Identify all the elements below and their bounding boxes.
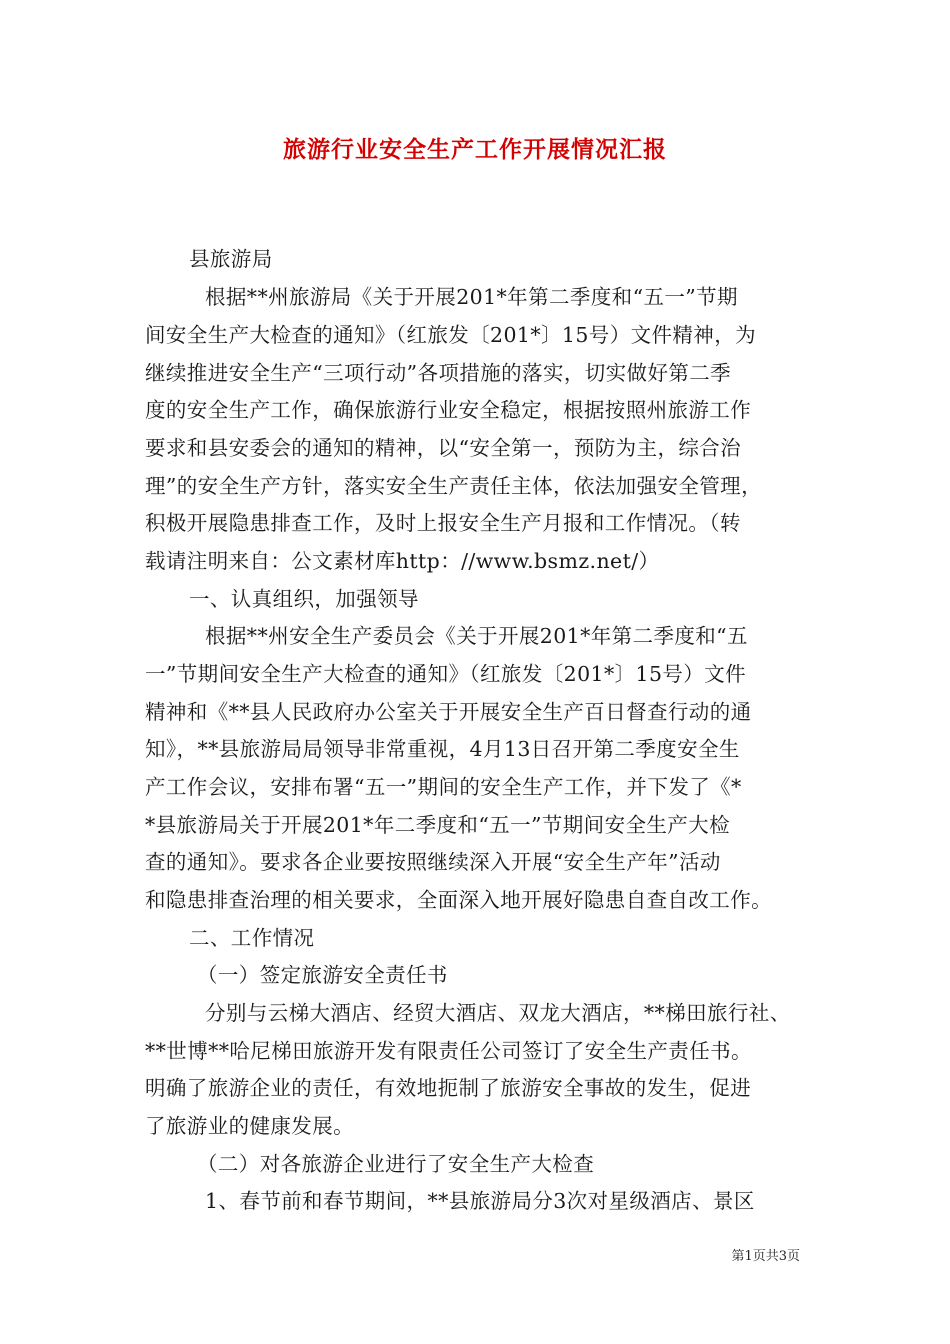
body-line: 要求和县安委会的通知的精神，以“安全第一，预防为主，综合治 [145,436,742,460]
body-line: 理”的安全生产方针，落实安全生产责任主体，依法加强安全管理， [145,474,762,498]
body-line: **世博**哈尼梯田旅游开发有限责任公司签订了安全生产责任书。 [145,1039,752,1063]
body-line: 根据**州安全生产委员会《关于开展201*年第二季度和“五 [205,624,748,648]
body-line: *县旅游局关于开展201*年二季度和“五一”节期间安全生产大检 [145,813,730,837]
section-heading: 一、认真组织，加强领导 [189,587,419,611]
body-line: 间安全生产大检查的通知》（红旅发〔201*〕15号）文件精神，为 [145,323,757,347]
section-heading: 二、工作情况 [189,926,315,950]
body-line: 积极开展隐患排查工作，及时上报安全生产月报和工作情况。（转 [145,511,741,535]
page-number: 第1页共3页 [731,1249,800,1264]
document-title: 旅游行业安全生产工作开展情况汇报 [283,136,667,163]
body-line: 和隐患排查治理的相关要求，全面深入地开展好隐患自查自改工作。 [145,888,772,912]
body-line: 知》，**县旅游局局领导非常重视，4月13日召开第二季度安全生 [145,737,740,761]
subsection-heading: （二）对各旅游企业进行了安全生产大检查 [197,1152,595,1176]
body-line: 载请注明来自：公文素材库http：//www.bsmz.net/） [145,549,660,573]
body-line: 了旅游业的健康发展。 [145,1114,354,1138]
body-line: 产工作会议，安排布署“五一”期间的安全生产工作，并下发了《* [145,775,742,799]
body-line: 根据**州旅游局《关于开展201*年第二季度和“五一”节期 [205,285,738,309]
body-line: 分别与云梯大酒店、经贸大酒店、双龙大酒店，**梯田旅行社、 [205,1001,791,1025]
body-line: 查的通知》。要求各企业要按照继续深入开展“安全生产年”活动 [145,850,721,874]
body-line: 明确了旅游企业的责任，有效地扼制了旅游安全事故的发生，促进 [145,1076,752,1100]
body-line: 度的安全生产工作，确保旅游行业安全稳定，根据按照州旅游工作 [145,398,752,422]
body-line: 1、春节前和春节期间，**县旅游局分3次对星级酒店、景区 [205,1189,755,1213]
body-line: 精神和《**县人民政府办公室关于开展安全生产百日督查行动的通 [145,700,752,724]
body-line: 县旅游局 [189,247,273,271]
subsection-heading: （一）签定旅游安全责任书 [197,963,448,987]
body-line: 一”节期间安全生产大检查的通知》（红旅发〔201*〕15号）文件 [145,662,746,686]
body-line: 继续推进安全生产“三项行动”各项措施的落实，切实做好第二季 [145,361,732,385]
